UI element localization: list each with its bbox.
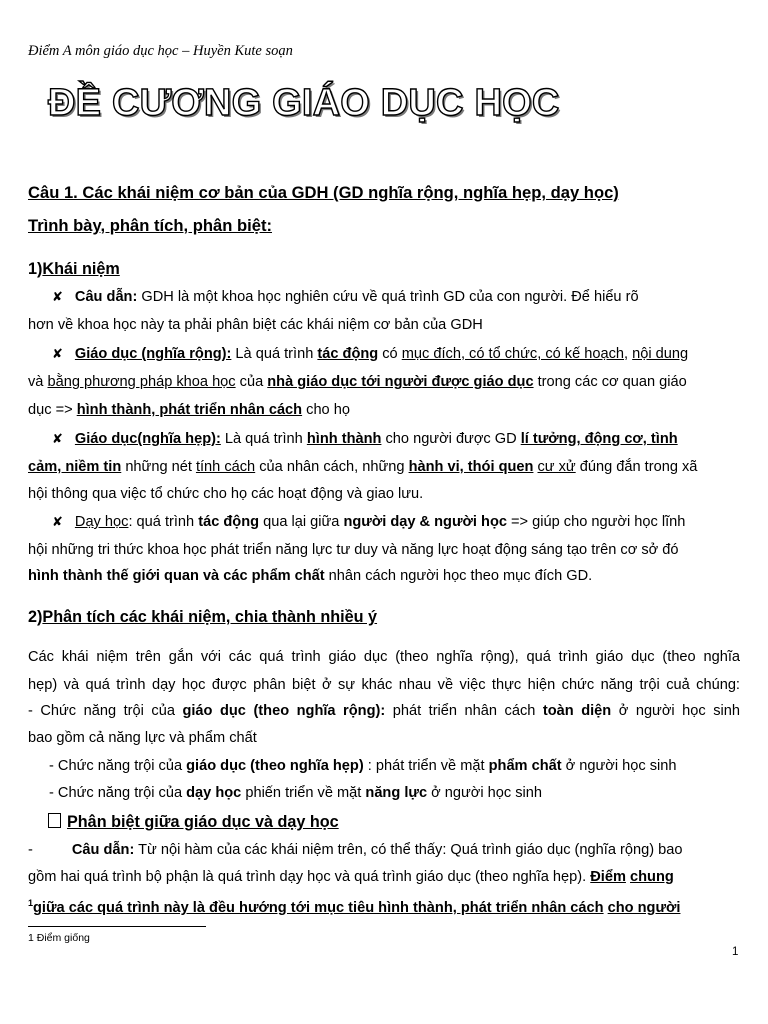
x-mark-icon: ✘	[52, 431, 63, 446]
paragraph-2-line5: - Chức năng trội của giáo dục (theo nghĩa hẹp) : phát triển về mặt phẩm chất ở người học sinh	[49, 758, 677, 774]
x-mark-icon: ✘	[52, 289, 63, 304]
bullet-day-hoc-line3: hình thành thế giới quan và các phẩm chất nhân cách người học theo mục đích GD.	[28, 568, 593, 584]
document-title: ĐỀ CƯƠNG GIÁO DỤC HỌC	[48, 82, 560, 124]
bullet-giao-duc-rong: ✘ Giáo dục (nghĩa rộng): Là quá trình tác động có mục đích, có tổ chức, có kế hoạch, nội dung	[52, 346, 689, 362]
paragraph-2-line3: - Chức năng trội của giáo dục (theo nghĩa rộng): phát triển nhân cách toàn diện ở người học sinh	[28, 703, 740, 719]
footnote-reference[interactable]: 1	[28, 898, 34, 908]
bullet-cau-dan: ✘ Câu dẫn: GDH là một khoa học nghiên cứu về quá trình GD của con người. Để hiểu rõ	[52, 289, 639, 305]
bullet-day-hoc: ✘ Dạy học: quá trình tác động qua lại giữa người dạy & người học => giúp cho người học lĩnh	[52, 514, 686, 530]
paragraph-2-line6: - Chức năng trội của dạy học phiến triển về mặt năng lực ở người học sinh	[49, 785, 542, 801]
question-heading-line1: Câu 1. Các khái niệm cơ bản của GDH (GD nghĩa rộng, nghĩa hẹp, dạy học)	[28, 183, 619, 202]
bullet-giao-duc-rong-line2: và bằng phương pháp khoa học của nhà giáo dục tới người được giáo dục trong các cơ quan giáo	[28, 374, 687, 390]
paragraph-3-line3: $^1$giữa các quá trình này là đều hướng tới mục tiêu hình thành, phát triển nhân cách cho người	[28, 898, 681, 916]
bullet-giao-duc-hep-line3: hội thông qua việc tổ chức cho họ các hoạt động và giao lưu.	[28, 486, 424, 502]
x-mark-icon: ✘	[52, 514, 63, 529]
bullet-giao-duc-hep: ✘ Giáo dục(nghĩa hẹp): Là quá trình hình thành cho người được GD lí tưởng, động cơ, tình	[52, 431, 678, 447]
question-heading-line2: Trình bày, phân tích, phân biệt:	[28, 216, 272, 235]
paragraph-2-line2: hẹp) và quá trình dạy học được phân biệt ở sự khác nhau về việc thực hiện chức năng trội cuả chúng:	[28, 677, 740, 693]
section-3-heading: Phân biệt giữa giáo dục và dạy học	[48, 812, 760, 832]
footnote-separator	[28, 926, 206, 927]
x-mark-icon: ✘	[52, 346, 63, 361]
footnote: 1 Điểm giống	[28, 932, 90, 944]
page-number: 1	[732, 946, 739, 958]
bullet-day-hoc-line2: hội những tri thức khoa học phát triển năng lực tư duy và năng lực hoạt động sáng tạo trên cơ sở đó	[28, 542, 679, 558]
paragraph-2-line1: Các khái niệm trên gắn với các quá trình giáo dục (theo nghĩa rộng), quá trình giáo dục (theo nghĩa	[28, 649, 740, 665]
section-2-heading: 2)Phân tích các khái niệm, chia thành nhiều ý	[28, 608, 378, 626]
checkbox-icon	[48, 813, 61, 828]
section-1-heading: 1)Khái niệm	[28, 260, 120, 278]
page-header: Điểm A môn giáo dục học – Huyền Kute soạn	[28, 43, 293, 59]
bullet-giao-duc-rong-line3: dục => hình thành, phát triển nhân cách cho họ	[28, 402, 350, 418]
bullet-giao-duc-hep-line2: cảm, niềm tin những nét tính cách của nhân cách, những hành vi, thói quen cư xử đúng đắn trong xã	[28, 459, 698, 475]
paragraph-3-line1: - Câu dẫn: Từ nội hàm của các khái niệm trên, có thể thấy: Quá trình giáo dục (nghĩa rộng) bao	[28, 842, 683, 858]
bullet-cau-dan-cont: hơn về khoa học này ta phải phân biệt các khái niệm cơ bản của GDH	[28, 317, 483, 333]
paragraph-2-line4: bao gồm cả năng lực và phẩm chất	[28, 730, 257, 746]
paragraph-3-line2: gồm hai quá trình bộ phận là quá trình dạy học và quá trình giáo dục (theo nghĩa hẹp). Điểm chung	[28, 869, 674, 885]
